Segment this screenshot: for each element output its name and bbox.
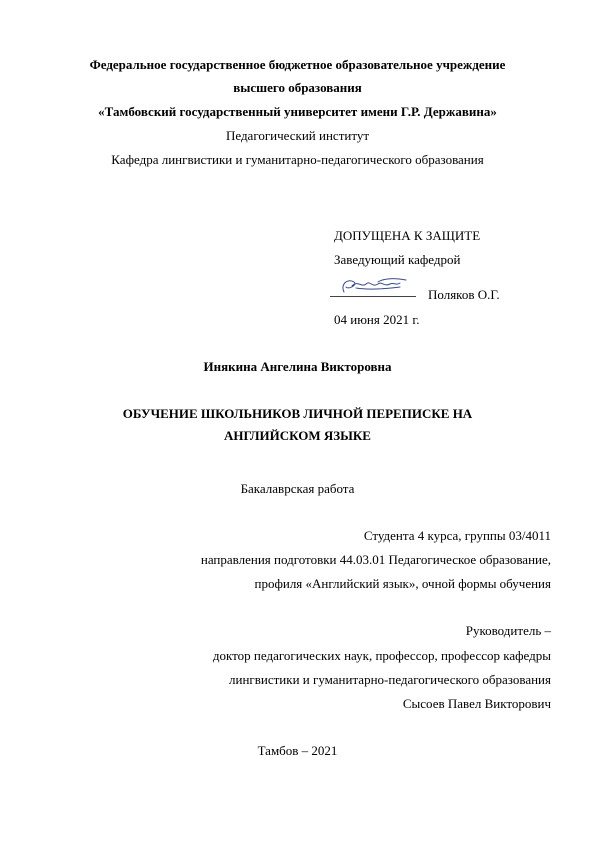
student-line-2: направления подготовки 44.03.01 Педагогическое образование, [200, 552, 551, 567]
student-line-1: Студента 4 курса, группы 03/4011 [363, 528, 551, 543]
thesis-title-line-1: ОБУЧЕНИЕ ШКОЛЬНИКОВ ЛИЧНОЙ ПЕРЕПИСКЕ НА [122, 406, 473, 421]
institute-name: Педагогический институт [225, 128, 370, 143]
student-line-3: профиля «Английский язык», очной формы обучения [254, 576, 551, 591]
city-year: Тамбов – 2021 [257, 743, 338, 758]
approval-role: Заведующий кафедрой [334, 252, 461, 267]
thesis-title-line-2: АНГЛИЙСКОМ ЯЗЫКЕ [224, 428, 371, 443]
supervisor-name: Сысоев Павел Викторович [402, 696, 551, 711]
supervisor-line-3: лингвистики и гуманитарно-педагогического образования [229, 672, 551, 687]
department-name: Кафедра лингвистики и гуманитарно-педагогического образования [111, 152, 484, 167]
approver-name: Поляков О.Г. [428, 287, 500, 302]
work-type: Бакалаврская работа [240, 481, 355, 496]
supervisor-line-1: Руководитель – [465, 623, 551, 638]
supervisor-line-2: доктор педагогических наук, профессор, профессор кафедры [212, 648, 551, 663]
approval-status: ДОПУЩЕНА К ЗАЩИТЕ [334, 228, 481, 243]
university-name: «Тамбовский государственный университет имени Г.Р. Державина» [98, 104, 497, 119]
header-line-1: Федеральное государственное бюджетное образовательное учреждение [89, 57, 506, 72]
approval-date: 04 июня 2021 г. [334, 312, 420, 327]
signature-line [330, 296, 416, 297]
signature-image [334, 274, 418, 298]
header-line-2: высшего образования [233, 80, 362, 95]
author-name: Инякина Ангелина Викторовна [203, 359, 392, 374]
